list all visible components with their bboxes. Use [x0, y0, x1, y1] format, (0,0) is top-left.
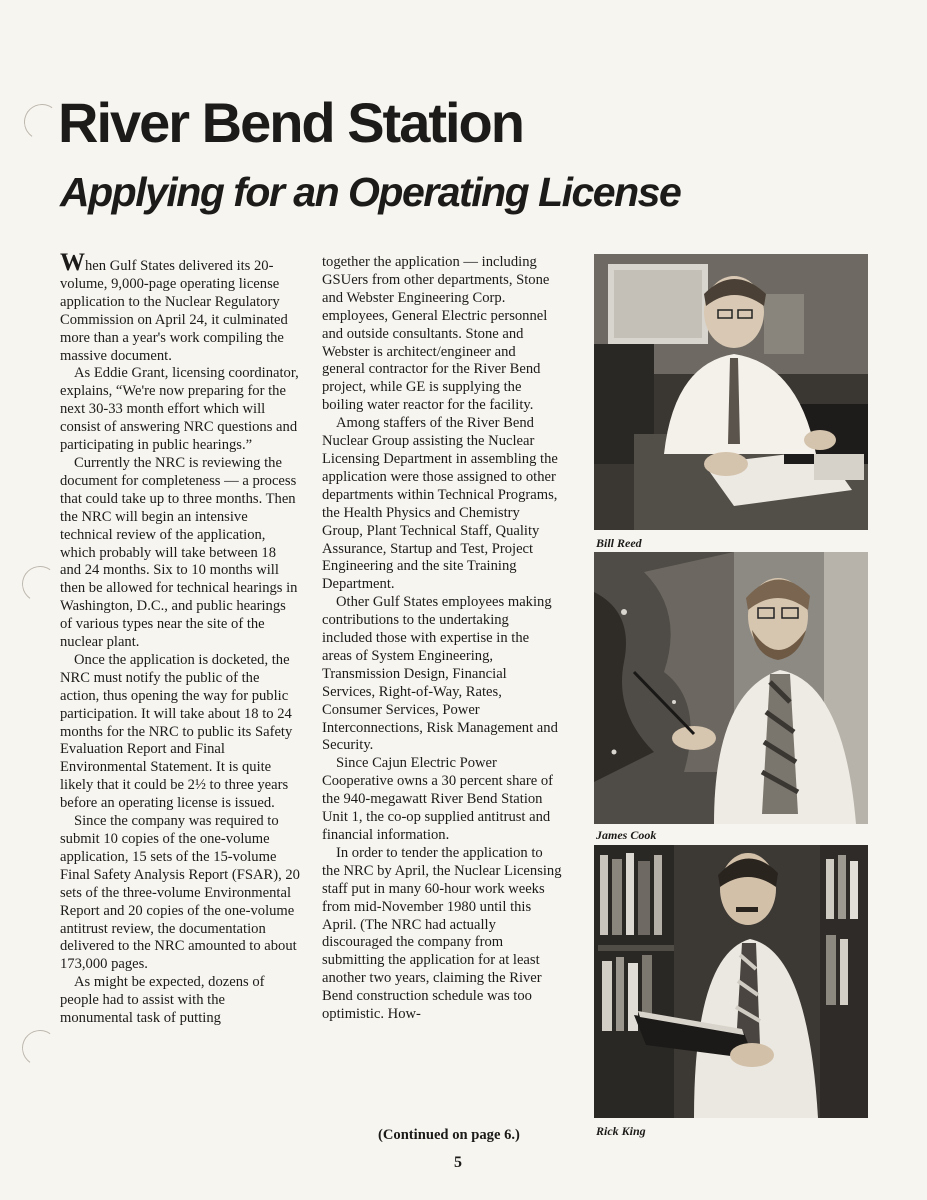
paragraph-text: hen Gulf States delivered its 20-volume, 9,000-page operating license application to the Nuclear Regulatory Commission on April 24, it culminated more than a year's work compiling the massive document. — [60, 258, 288, 364]
paragraph: Once the application is docketed, the NRC must notify the public of the action, thus opening the way for public participation. It will take about 18 to 24 months for the NRC to public its Safety Evaluation Report and Final Environmental Statement. It is quite likely that it could be 2½ to three years before an operating license is issued. — [60, 651, 293, 812]
continued-note: (Continued on page 6.) — [378, 1127, 520, 1143]
photo-rick-king — [594, 845, 868, 1118]
photo-caption: Rick King — [596, 1124, 646, 1138]
punch-hole-mark — [19, 1027, 61, 1069]
paragraph — [60, 250, 300, 365]
drop-cap: W — [60, 249, 85, 276]
paragraph: Currently the NRC is reviewing the document for completeness — a process that could take up to three months. Then the NRC will begin an intensive technical review of the application, which probably will take between 18 and 24 months. Six to 10 months will then be allowed for technical hearings in Washington, D.C., and public hearings of various types near the site of the nuclear plant. — [60, 454, 298, 651]
photo-caption: James Cook — [596, 828, 657, 842]
paragraph: Since Cajun Electric Power Cooperative owns a 30 percent share of the 940-megawatt River Bend Station Unit 1, the co-op supplied antitrust and financial information. — [322, 755, 553, 843]
punch-hole-mark — [21, 101, 63, 143]
paragraph: As Eddie Grant, licensing coordinator, explains, “We're now preparing for the next 30-33 month effort which will consist of answering NRC questions and participating in public hearings.” — [60, 365, 299, 454]
photo-bill-reed — [594, 254, 868, 530]
article-column-1 — [60, 250, 300, 1028]
paragraph: Among staffers of the River Bend Nuclear Group assisting the Nuclear Licensing Department in assembling the application were those assigned to other departments within Technical Programs, the Health Physics and Chemistry Group, Plant Technical Staff, Quality Assurance, Startup and Test, Project Engineering and the site Training Department. — [322, 415, 558, 593]
article-subtitle: Applying for an Operating License — [60, 169, 681, 215]
photo-caption: Bill Reed — [596, 536, 642, 550]
page-number: 5 — [454, 1154, 462, 1171]
paragraph: As might be expected, dozens of people had to assist with the monumental task of putting — [60, 974, 265, 1027]
paragraph: Other Gulf States employees making contributions to the undertaking included those with expertise in the areas of System Engineering, Transmission Design, Financial Services, Right-of-Way, Rates, Consumer Services, Power Interconnections, Risk Management and Security. — [322, 594, 558, 754]
photo-james-cook — [594, 552, 868, 824]
paragraph: In order to tender the application to the NRC by April, the Nuclear Licensing staff put in many 60-hour work weeks from mid-November 1980 until this April. (The NRC had actually discouraged the company from submitting the application for at least another two years, claiming the River Bend construction schedule was too optimistic. How- — [322, 844, 562, 1023]
paragraph: together the application — including GSUers from other departments, Stone and Webster Engineering Corp. employees, General Electric personnel and outside consultants. Stone and Webster is architect/engineer and general contractor for the River Bend project, while GE is supplying the boiling water reactor for the facility. — [322, 254, 550, 414]
article-title: River Bend Station — [58, 91, 523, 154]
paragraph: Since the company was required to submit 10 copies of the one-volume application, 15 sets of the 15-volume Final Safety Analysis Report (FSAR), 20 sets of the three-volume Environmental Report and 20 copies of the one-volume antitrust review, the documentation delivered to the NRC amounted to about 173,000 pages. — [60, 813, 300, 973]
punch-hole-mark — [19, 563, 61, 605]
article-column-2 — [322, 254, 562, 1024]
